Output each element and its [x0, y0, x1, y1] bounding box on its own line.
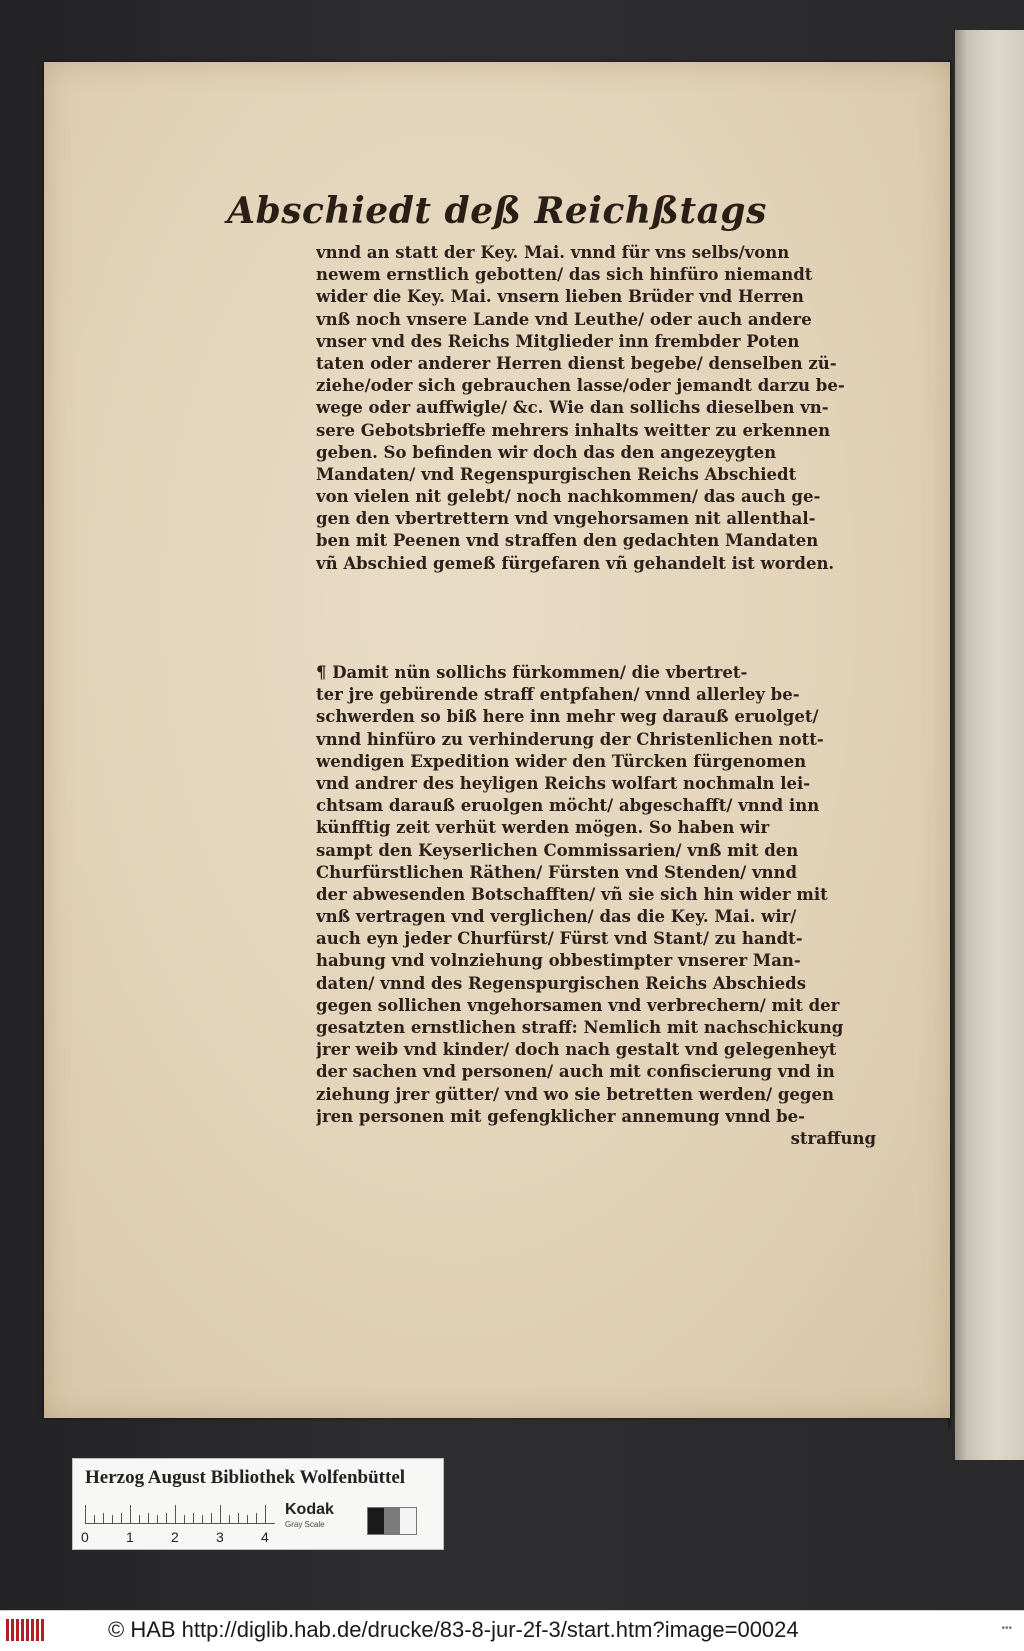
- text-line: auch eyn jeder Churfürst/ Fürst vnd Stant/ zu handt-: [316, 929, 803, 949]
- text-line: wendigen Expedition wider den Türcken fürgenomen: [316, 751, 807, 771]
- text-line: wege oder auffwigle/ &c. Wie dan sollichs dieselben vn-: [316, 398, 829, 418]
- kodak-logo: Kodak: [285, 1501, 334, 1518]
- next-page-edge: [955, 30, 1024, 1460]
- text-line: vnd andrer des heyligen Reichs wolfart nochmaln lei-: [316, 773, 811, 793]
- text-line: gegen sollichen vngehorsamen vnd verbrechern/ mit der: [316, 995, 840, 1015]
- text-line: geben. So befinden wir doch das den angezeygten: [316, 442, 777, 462]
- text-line: wider die Key. Mai. vnsern lieben Brüder vnd Herren: [316, 287, 804, 307]
- text-line: vñ Abschied gemeß fürgefaren vñ gehandelt ist worden.: [316, 553, 835, 573]
- document-page: [44, 62, 950, 1418]
- text-line: habung vnd volnziehung obbestimpter vnserer Man-: [316, 951, 801, 971]
- text-line: vnser vnd des Reichs Mitglieder inn frembder Poten: [316, 331, 800, 351]
- text-line: daten/ vnnd des Regenspurgischen Reichs Abschieds: [316, 973, 806, 993]
- text-line: von vielen nit gelebt/ noch nachkommen/ das auch ge-: [316, 487, 821, 507]
- text-line: jren personen mit gefengklicher annemung vnnd be-: [316, 1106, 806, 1126]
- page-heading: Abschiedt deß Reichßtags: [227, 190, 767, 232]
- text-line: der sachen vnd personen/ auch mit confiscierung vnd in: [316, 1062, 835, 1082]
- ruler-number: 2: [171, 1529, 179, 1545]
- footer-bar: [0, 1610, 1024, 1651]
- text-line: Mandaten/ vnd Regenspurgischen Reichs Abschiedt: [316, 464, 797, 484]
- text-line: schwerden so biß here inn mehr weg darauß eruolget/: [316, 707, 819, 727]
- ruler-numbers: [81, 1529, 281, 1545]
- text-line: vnß vertragen vnd verglichen/ das die Key. Mai. wir/: [316, 907, 797, 927]
- text-line: vnnd an statt der Key. Mai. vnnd für vns selbs/vonn: [316, 243, 790, 262]
- gray-scale-label: Gray Scale: [285, 1520, 325, 1529]
- text-line: vnnd hinfüro zu verhinderung der Christenlichen nott-: [316, 729, 824, 749]
- footer-url[interactable]: © HAB http://diglib.hab.de/drucke/83-8-jur-2f-3/start.htm?image=00024: [108, 1617, 799, 1642]
- catchword: straffung: [790, 1128, 876, 1148]
- text-line: gen den vbertrettern vnd vngehorsamen nit allenthal-: [316, 509, 816, 529]
- paragraph-1: [316, 242, 876, 575]
- gray-swatches: [367, 1507, 417, 1535]
- library-name: Herzog August Bibliothek Wolfenbüttel: [85, 1467, 406, 1488]
- hab-logo-icon: [6, 1619, 46, 1641]
- ruler-number: 0: [81, 1529, 89, 1545]
- text-line: ter jre gebürende straff entpfahen/ vnnd allerley be-: [316, 685, 800, 705]
- text-line: gesatzten ernstlichen straff: Nemlich mit nachschickung: [316, 1018, 844, 1037]
- ruler-number: 1: [126, 1529, 134, 1545]
- text-line: jrer weib vnd kinder/ doch nach gestalt vnd gelegenheyt: [316, 1040, 837, 1060]
- text-line: ziehung jrer gütter/ vnd wo sie betretten werden/ gegen: [316, 1084, 834, 1104]
- text-line: vnß noch vnsere Lande vnd Leuthe/ oder auch andere: [316, 309, 812, 329]
- text-line: taten oder anderer Herren dienst begebe/ denselben zü-: [316, 353, 837, 373]
- text-line: ziehe/oder sich gebrauchen lasse/oder jemandt darzu be-: [316, 376, 845, 396]
- ruler-number: 3: [216, 1529, 224, 1545]
- ruler-scale: [85, 1503, 275, 1524]
- text-line: Churfürstlichen Räthen/ Fürsten vnd Stenden/ vnnd: [316, 862, 798, 882]
- ruler-number: 4: [261, 1529, 269, 1545]
- text-line: sere Gebotsbrieffe mehrers inhalts weitter zu erkennen: [316, 420, 831, 440]
- text-line: chtsam darauß eruolgen möcht/ abgeschafft/ vnnd inn: [316, 796, 820, 816]
- text-line: der abwesenden Botschafften/ vñ sie sich hin wider mit: [316, 884, 828, 904]
- paragraph-2: [316, 662, 876, 1150]
- text-line: künfftig zeit verhüt werden mögen. So haben wir: [316, 818, 770, 838]
- footer-dots: •••: [1001, 1623, 1012, 1634]
- text-line: newem ernstlich gebotten/ das sich hinfüro niemandt: [316, 265, 813, 285]
- text-line: ben mit Peenen vnd straffen den gedachten Mandaten: [316, 531, 819, 551]
- text-line: sampt den Keyserlichen Commissarien/ vnß mit den: [316, 840, 799, 860]
- color-scale-target: [72, 1458, 444, 1550]
- text-line: ¶ Damit nün sollichs fürkommen/ die vbertret-: [316, 663, 748, 682]
